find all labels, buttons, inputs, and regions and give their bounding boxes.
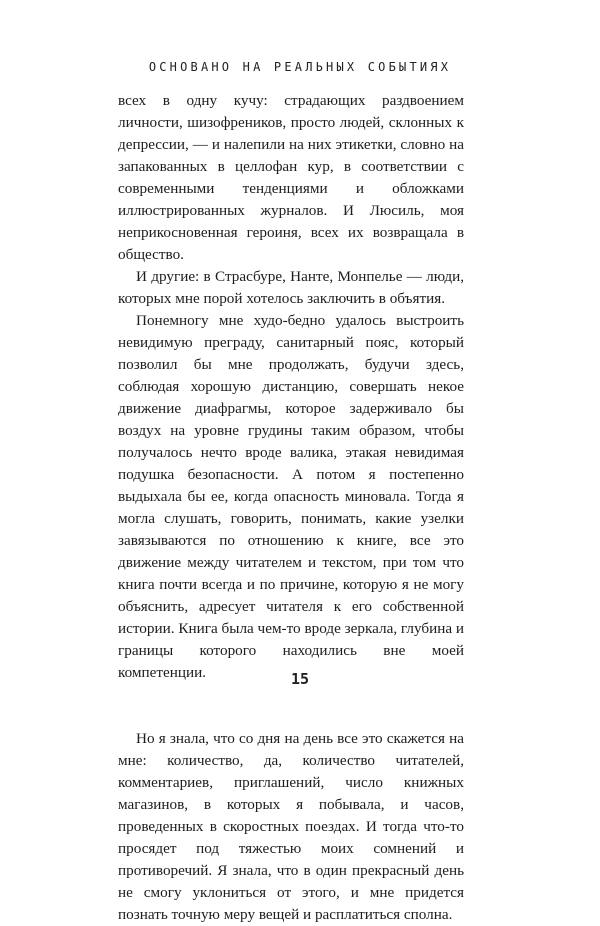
paragraph-4: Но я знала, что со дня на день все это скажется на мне: количество, да, количество читателей, комментариев, приглашений, число книжных магазинов, в которых я побывала, и часов, проведенных в скоростных поездах. И тогда что-то просядет под тяжестью моих сомнений и противоречий. Я знала, что в один прекрасный день не смогу уклониться от этого, и мне придется познать точную меру вещей и расплатиться сполна. xyxy=(118,730,464,923)
paragraph-1: всех в одну кучу: страдающих раздвоением личности, шизофреников, просто людей, склонных к депрессии, — и налепили на них этикетки, словно на запакованных в целлофан кур, в соответствии с современными тенденциями и обложками иллюстрированных журналов. И Люсиль, моя неприкосновенная героиня, всех их возвращала в общество. xyxy=(118,92,464,263)
paragraph-2: И другие: в Страсбуре, Нанте, Монпелье — люди, которых мне порой хотелось заключить в объятия. xyxy=(118,268,464,307)
running-header: ОСНОВАНО НА РЕАЛЬНЫХ СОБЫТИЯХ xyxy=(148,60,452,74)
section-break xyxy=(118,684,464,728)
page-number: 15 xyxy=(290,670,310,688)
paragraph-3: Понемногу мне худо-бедно удалось выстроить невидимую преграду, санитарный пояс, который позволил бы мне продолжать, будучи здесь, соблюдая хорошую дистанцию, совершать некое движение диафрагмы, которое задерживало бы воздух на уровне грудины таким образом, чтобы получалось нечто вроде валика, этакая невидимая подушка безопасности. А потом я постепенно выдыхала бы ее, когда опасность миновала. Тогда я могла слушать, говорить, понимать, какие узелки завязываются по отношению к книге, все это движение между читателем и текстом, при том что книга почти всегда и по причине, которую я не могу объяснить, адресует читателя к его собственной истории. Книга была чем-то вроде зеркала, глубина и границы которого находились вне моей компетенции. xyxy=(118,312,464,681)
body-text xyxy=(118,90,464,926)
